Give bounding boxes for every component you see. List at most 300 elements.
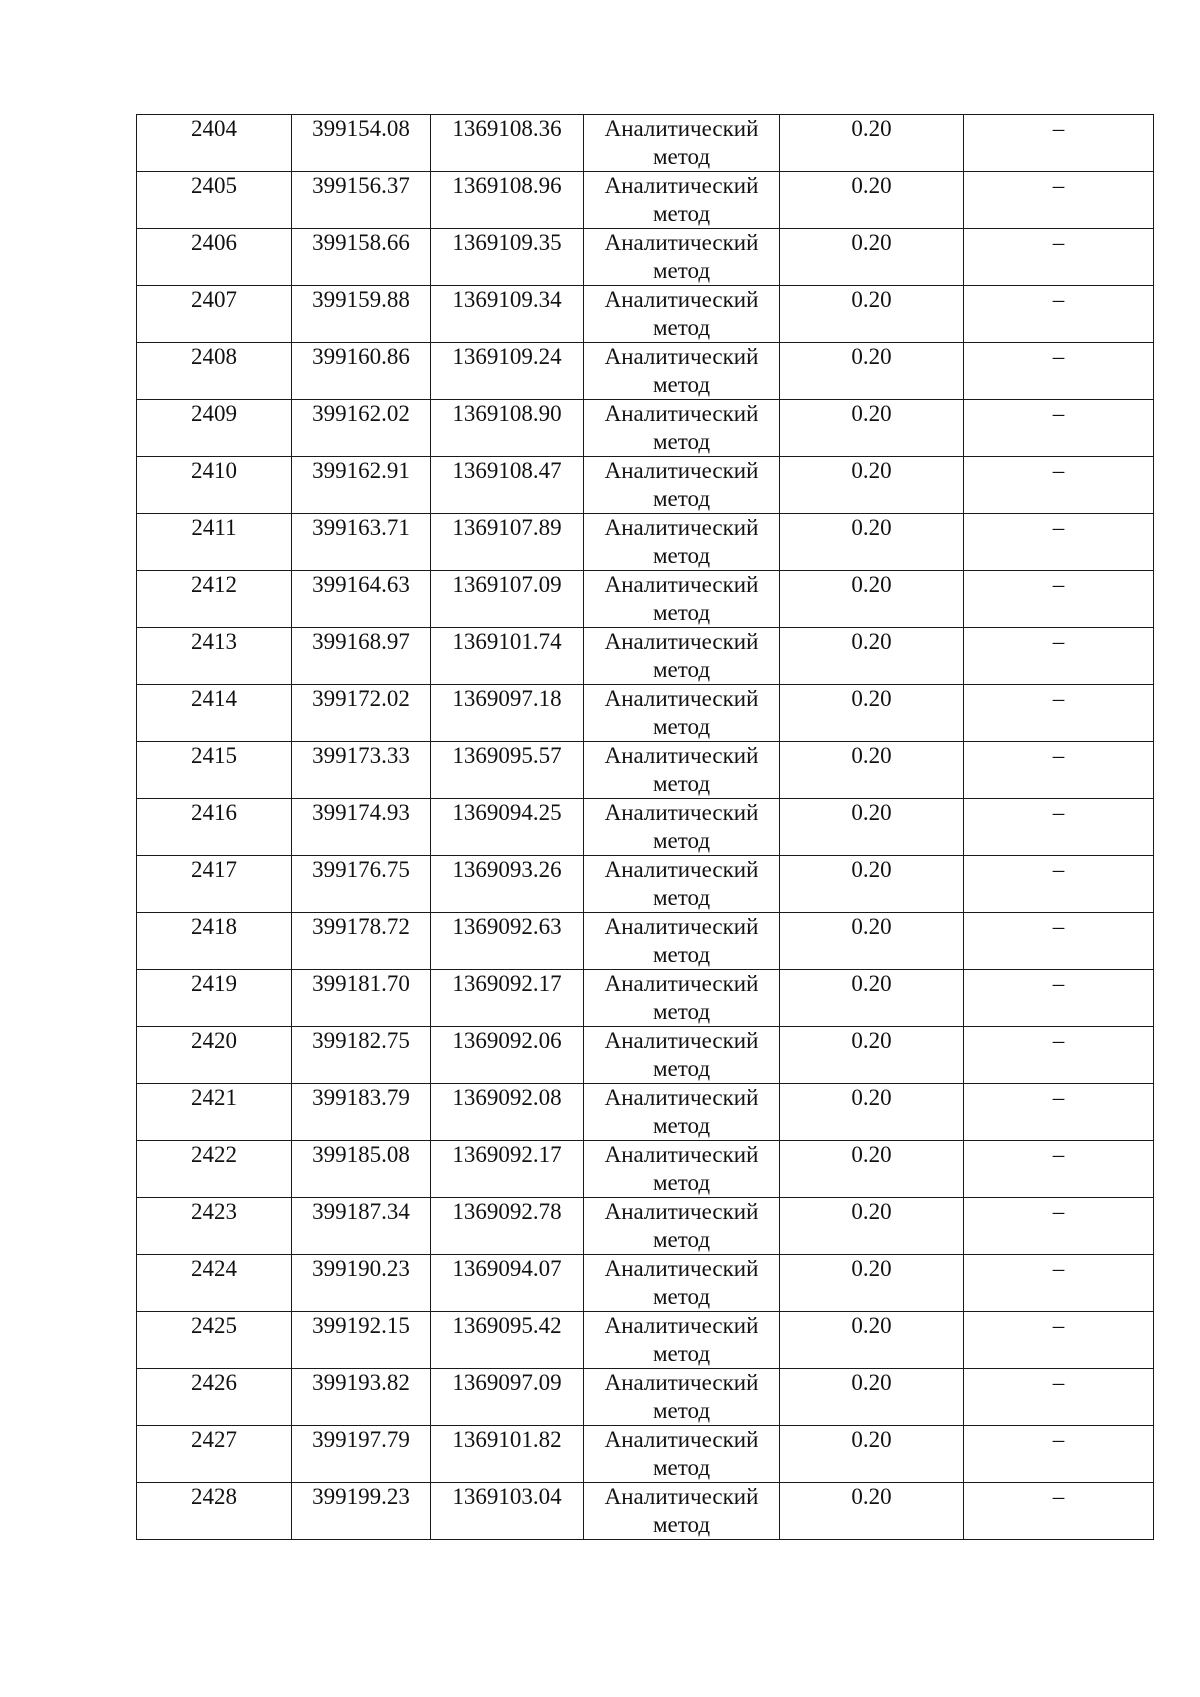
note-cell	[964, 457, 1154, 514]
method-line1-text: Аналитический	[604, 629, 759, 654]
point-number-cell-text: 2426	[191, 1370, 237, 1395]
method-line1-text: Аналитический	[604, 572, 759, 597]
x-coordinate-cell	[292, 1312, 431, 1369]
note-cell-text: –	[1052, 914, 1065, 939]
x-coordinate-cell	[292, 799, 431, 856]
table-row	[137, 1141, 1154, 1198]
y-coordinate-cell	[431, 1141, 584, 1198]
method-line1-text: Аналитический	[604, 1484, 759, 1509]
note-cell-text: –	[1052, 743, 1065, 768]
method-cell	[584, 115, 780, 172]
method-line2-text: метод	[652, 1341, 711, 1366]
note-cell-text: –	[1052, 1427, 1065, 1452]
method-line1-text: Аналитический	[604, 1256, 759, 1281]
accuracy-cell-text: 0.20	[851, 1313, 892, 1338]
y-coordinate-cell-text: 1369092.17	[452, 971, 562, 996]
y-coordinate-cell-text: 1369097.18	[452, 686, 562, 711]
note-cell-text: –	[1052, 230, 1065, 255]
x-coordinate-cell-text: 399162.02	[312, 401, 410, 426]
x-coordinate-cell-text: 399173.33	[312, 743, 410, 768]
x-coordinate-cell	[292, 1369, 431, 1426]
y-coordinate-cell	[431, 1027, 584, 1084]
table-row	[137, 400, 1154, 457]
note-cell-text: –	[1052, 401, 1065, 426]
accuracy-cell-text: 0.20	[851, 230, 892, 255]
y-coordinate-cell-text: 1369092.63	[452, 914, 562, 939]
point-number-cell-text: 2404	[191, 116, 237, 141]
note-cell-text: –	[1052, 287, 1065, 312]
y-coordinate-cell-text: 1369108.90	[452, 401, 562, 426]
method-line2-text: метод	[652, 999, 711, 1024]
x-coordinate-cell-text: 399199.23	[312, 1484, 410, 1509]
y-coordinate-cell	[431, 571, 584, 628]
method-cell	[584, 1084, 780, 1141]
table-row	[137, 1198, 1154, 1255]
note-cell-text: –	[1052, 686, 1065, 711]
method-line2-text: метод	[652, 201, 711, 226]
point-number-cell	[137, 343, 292, 400]
method-cell	[584, 229, 780, 286]
x-coordinate-cell	[292, 1141, 431, 1198]
method-line1-text: Аналитический	[604, 515, 759, 540]
note-cell	[964, 1312, 1154, 1369]
note-cell-text: –	[1052, 173, 1065, 198]
y-coordinate-cell-text: 1369108.36	[452, 116, 562, 141]
point-number-cell	[137, 514, 292, 571]
accuracy-cell-text: 0.20	[851, 1256, 892, 1281]
x-coordinate-cell	[292, 286, 431, 343]
accuracy-cell	[780, 1084, 964, 1141]
y-coordinate-cell-text: 1369107.09	[452, 572, 562, 597]
accuracy-cell	[780, 1312, 964, 1369]
note-cell-text: –	[1052, 515, 1065, 540]
accuracy-cell-text: 0.20	[851, 971, 892, 996]
table-row	[137, 571, 1154, 628]
accuracy-cell-text: 0.20	[851, 743, 892, 768]
point-number-cell-text: 2424	[191, 1256, 237, 1281]
accuracy-cell-text: 0.20	[851, 1427, 892, 1452]
x-coordinate-cell	[292, 742, 431, 799]
point-number-cell-text: 2428	[191, 1484, 237, 1509]
accuracy-cell	[780, 1255, 964, 1312]
note-cell	[964, 628, 1154, 685]
accuracy-cell	[780, 1198, 964, 1255]
note-cell-text: –	[1052, 1028, 1065, 1053]
y-coordinate-cell-text: 1369101.82	[452, 1427, 562, 1452]
method-line1-text: Аналитический	[604, 914, 759, 939]
x-coordinate-cell	[292, 628, 431, 685]
method-line1-text: Аналитический	[604, 116, 759, 141]
note-cell	[964, 400, 1154, 457]
y-coordinate-cell	[431, 343, 584, 400]
note-cell	[964, 913, 1154, 970]
method-line2-text: метод	[652, 372, 711, 397]
point-number-cell-text: 2414	[191, 686, 237, 711]
method-cell	[584, 628, 780, 685]
method-line2-text: метод	[652, 1512, 711, 1537]
method-line1-text: Аналитический	[604, 1313, 759, 1338]
note-cell	[964, 856, 1154, 913]
method-line2-text: метод	[652, 429, 711, 454]
note-cell-text: –	[1052, 1313, 1065, 1338]
point-number-cell	[137, 571, 292, 628]
y-coordinate-cell-text: 1369094.25	[452, 800, 562, 825]
note-cell	[964, 685, 1154, 742]
y-coordinate-cell-text: 1369109.34	[452, 287, 562, 312]
accuracy-cell-text: 0.20	[851, 458, 892, 483]
accuracy-cell	[780, 571, 964, 628]
accuracy-cell-text: 0.20	[851, 686, 892, 711]
y-coordinate-cell	[431, 1312, 584, 1369]
point-number-cell-text: 2415	[191, 743, 237, 768]
x-coordinate-cell-text: 399187.34	[312, 1199, 410, 1224]
note-cell	[964, 1084, 1154, 1141]
y-coordinate-cell	[431, 400, 584, 457]
method-cell	[584, 457, 780, 514]
accuracy-cell-text: 0.20	[851, 914, 892, 939]
x-coordinate-cell	[292, 172, 431, 229]
accuracy-cell	[780, 913, 964, 970]
note-cell	[964, 343, 1154, 400]
x-coordinate-cell	[292, 400, 431, 457]
x-coordinate-cell-text: 399163.71	[312, 515, 410, 540]
method-line1-text: Аналитический	[604, 458, 759, 483]
x-coordinate-cell-text: 399172.02	[312, 686, 410, 711]
point-number-cell	[137, 1084, 292, 1141]
method-cell	[584, 1483, 780, 1540]
method-cell	[584, 571, 780, 628]
method-cell	[584, 1027, 780, 1084]
point-number-cell-text: 2406	[191, 230, 237, 255]
table-row	[137, 457, 1154, 514]
x-coordinate-cell-text: 399158.66	[312, 230, 410, 255]
table-row	[137, 970, 1154, 1027]
x-coordinate-cell-text: 399174.93	[312, 800, 410, 825]
note-cell	[964, 1255, 1154, 1312]
accuracy-cell	[780, 514, 964, 571]
point-number-cell-text: 2419	[191, 971, 237, 996]
point-number-cell	[137, 1426, 292, 1483]
note-cell-text: –	[1052, 857, 1065, 882]
accuracy-cell-text: 0.20	[851, 401, 892, 426]
table-row	[137, 1483, 1154, 1540]
point-number-cell-text: 2408	[191, 344, 237, 369]
table-row	[137, 1084, 1154, 1141]
point-number-cell	[137, 856, 292, 913]
table-row	[137, 799, 1154, 856]
point-number-cell	[137, 628, 292, 685]
point-number-cell	[137, 1198, 292, 1255]
y-coordinate-cell-text: 1369092.17	[452, 1142, 562, 1167]
method-cell	[584, 400, 780, 457]
note-cell-text: –	[1052, 1370, 1065, 1395]
note-cell	[964, 514, 1154, 571]
method-cell	[584, 514, 780, 571]
accuracy-cell	[780, 457, 964, 514]
method-line1-text: Аналитический	[604, 401, 759, 426]
point-number-cell-text: 2417	[191, 857, 237, 882]
accuracy-cell	[780, 685, 964, 742]
note-cell-text: –	[1052, 458, 1065, 483]
y-coordinate-cell-text: 1369095.42	[452, 1313, 562, 1338]
x-coordinate-cell-text: 399154.08	[312, 116, 410, 141]
y-coordinate-cell	[431, 1084, 584, 1141]
method-line2-text: метод	[652, 1056, 711, 1081]
table-row	[137, 628, 1154, 685]
point-number-cell	[137, 1027, 292, 1084]
method-line1-text: Аналитический	[604, 1142, 759, 1167]
note-cell	[964, 1027, 1154, 1084]
accuracy-cell-text: 0.20	[851, 173, 892, 198]
note-cell-text: –	[1052, 971, 1065, 996]
method-line2-text: метод	[652, 1113, 711, 1138]
accuracy-cell-text: 0.20	[851, 1370, 892, 1395]
point-number-cell	[137, 286, 292, 343]
x-coordinate-cell	[292, 1426, 431, 1483]
y-coordinate-cell	[431, 1483, 584, 1540]
note-cell	[964, 799, 1154, 856]
table-row	[137, 856, 1154, 913]
note-cell-text: –	[1052, 572, 1065, 597]
method-line1-text: Аналитический	[604, 971, 759, 996]
y-coordinate-cell-text: 1369108.47	[452, 458, 562, 483]
point-number-cell-text: 2413	[191, 629, 237, 654]
point-number-cell-text: 2405	[191, 173, 237, 198]
method-line1-text: Аналитический	[604, 344, 759, 369]
point-number-cell	[137, 1312, 292, 1369]
x-coordinate-cell-text: 399182.75	[312, 1028, 410, 1053]
accuracy-cell	[780, 1426, 964, 1483]
point-number-cell-text: 2427	[191, 1427, 237, 1452]
method-cell	[584, 1426, 780, 1483]
note-cell	[964, 970, 1154, 1027]
note-cell	[964, 286, 1154, 343]
x-coordinate-cell	[292, 343, 431, 400]
table-row	[137, 115, 1154, 172]
note-cell-text: –	[1052, 1199, 1065, 1224]
method-cell	[584, 1141, 780, 1198]
method-line2-text: метод	[652, 1284, 711, 1309]
accuracy-cell-text: 0.20	[851, 1142, 892, 1167]
point-number-cell	[137, 115, 292, 172]
table-row	[137, 343, 1154, 400]
method-cell	[584, 172, 780, 229]
note-cell-text: –	[1052, 1142, 1065, 1167]
accuracy-cell	[780, 799, 964, 856]
method-cell	[584, 970, 780, 1027]
x-coordinate-cell-text: 399185.08	[312, 1142, 410, 1167]
x-coordinate-cell	[292, 514, 431, 571]
y-coordinate-cell-text: 1369109.24	[452, 344, 562, 369]
method-line1-text: Аналитический	[604, 173, 759, 198]
x-coordinate-cell-text: 399168.97	[312, 629, 410, 654]
note-cell-text: –	[1052, 1085, 1065, 1110]
accuracy-cell	[780, 1369, 964, 1426]
accuracy-cell	[780, 970, 964, 1027]
x-coordinate-cell	[292, 1198, 431, 1255]
note-cell-text: –	[1052, 116, 1065, 141]
accuracy-cell-text: 0.20	[851, 800, 892, 825]
y-coordinate-cell	[431, 742, 584, 799]
point-number-cell-text: 2421	[191, 1085, 237, 1110]
method-line2-text: метод	[652, 771, 711, 796]
y-coordinate-cell	[431, 286, 584, 343]
method-line2-text: метод	[652, 315, 711, 340]
point-number-cell	[137, 1255, 292, 1312]
x-coordinate-cell	[292, 457, 431, 514]
method-line1-text: Аналитический	[604, 686, 759, 711]
y-coordinate-cell	[431, 514, 584, 571]
accuracy-cell-text: 0.20	[851, 116, 892, 141]
accuracy-cell	[780, 172, 964, 229]
method-line1-text: Аналитический	[604, 1199, 759, 1224]
x-coordinate-cell	[292, 1027, 431, 1084]
method-line2-text: метод	[652, 258, 711, 283]
x-coordinate-cell-text: 399192.15	[312, 1313, 410, 1338]
table-row	[137, 742, 1154, 799]
y-coordinate-cell	[431, 1369, 584, 1426]
accuracy-cell	[780, 229, 964, 286]
y-coordinate-cell-text: 1369095.57	[452, 743, 562, 768]
accuracy-cell-text: 0.20	[851, 515, 892, 540]
x-coordinate-cell	[292, 913, 431, 970]
point-number-cell	[137, 913, 292, 970]
note-cell	[964, 1198, 1154, 1255]
point-number-cell	[137, 685, 292, 742]
method-line1-text: Аналитический	[604, 287, 759, 312]
note-cell	[964, 229, 1154, 286]
accuracy-cell-text: 0.20	[851, 1028, 892, 1053]
method-line1-text: Аналитический	[604, 1427, 759, 1452]
note-cell-text: –	[1052, 1484, 1065, 1509]
y-coordinate-cell	[431, 799, 584, 856]
point-number-cell	[137, 400, 292, 457]
method-line1-text: Аналитический	[604, 800, 759, 825]
x-coordinate-cell-text: 399164.63	[312, 572, 410, 597]
point-number-cell-text: 2423	[191, 1199, 237, 1224]
note-cell	[964, 1483, 1154, 1540]
table-row	[137, 685, 1154, 742]
method-line1-text: Аналитический	[604, 1085, 759, 1110]
method-line2-text: метод	[652, 144, 711, 169]
x-coordinate-cell-text: 399197.79	[312, 1427, 410, 1452]
y-coordinate-cell-text: 1369101.74	[452, 629, 562, 654]
y-coordinate-cell	[431, 1255, 584, 1312]
coordinates-table-body	[137, 115, 1154, 1540]
point-number-cell	[137, 172, 292, 229]
method-cell	[584, 856, 780, 913]
method-line2-text: метод	[652, 942, 711, 967]
point-number-cell	[137, 799, 292, 856]
point-number-cell	[137, 1483, 292, 1540]
accuracy-cell	[780, 742, 964, 799]
x-coordinate-cell-text: 399183.79	[312, 1085, 410, 1110]
x-coordinate-cell	[292, 856, 431, 913]
y-coordinate-cell-text: 1369092.06	[452, 1028, 562, 1053]
method-cell	[584, 799, 780, 856]
note-cell-text: –	[1052, 629, 1065, 654]
table-row	[137, 514, 1154, 571]
y-coordinate-cell-text: 1369094.07	[452, 1256, 562, 1281]
accuracy-cell-text: 0.20	[851, 1085, 892, 1110]
y-coordinate-cell	[431, 457, 584, 514]
accuracy-cell-text: 0.20	[851, 287, 892, 312]
method-line2-text: метод	[652, 1398, 711, 1423]
point-number-cell	[137, 742, 292, 799]
method-line2-text: метод	[652, 486, 711, 511]
method-line1-text: Аналитический	[604, 1028, 759, 1053]
table-row	[137, 172, 1154, 229]
method-cell	[584, 343, 780, 400]
y-coordinate-cell-text: 1369092.08	[452, 1085, 562, 1110]
x-coordinate-cell	[292, 1483, 431, 1540]
y-coordinate-cell-text: 1369109.35	[452, 230, 562, 255]
accuracy-cell	[780, 856, 964, 913]
accuracy-cell	[780, 400, 964, 457]
x-coordinate-cell-text: 399160.86	[312, 344, 410, 369]
method-line2-text: метод	[652, 600, 711, 625]
point-number-cell	[137, 970, 292, 1027]
method-line2-text: метод	[652, 714, 711, 739]
point-number-cell	[137, 229, 292, 286]
y-coordinate-cell-text: 1369103.04	[452, 1484, 562, 1509]
point-number-cell	[137, 1369, 292, 1426]
point-number-cell-text: 2412	[191, 572, 237, 597]
x-coordinate-cell-text: 399176.75	[312, 857, 410, 882]
point-number-cell	[137, 457, 292, 514]
y-coordinate-cell-text: 1369097.09	[452, 1370, 562, 1395]
y-coordinate-cell-text: 1369108.96	[452, 173, 562, 198]
y-coordinate-cell	[431, 229, 584, 286]
x-coordinate-cell-text: 399190.23	[312, 1256, 410, 1281]
table-row	[137, 913, 1154, 970]
note-cell-text: –	[1052, 344, 1065, 369]
y-coordinate-cell	[431, 856, 584, 913]
method-line2-text: метод	[652, 885, 711, 910]
x-coordinate-cell-text: 399162.91	[312, 458, 410, 483]
accuracy-cell	[780, 343, 964, 400]
x-coordinate-cell-text: 399178.72	[312, 914, 410, 939]
accuracy-cell-text: 0.20	[851, 1484, 892, 1509]
method-cell	[584, 913, 780, 970]
accuracy-cell	[780, 286, 964, 343]
method-line1-text: Аналитический	[604, 1370, 759, 1395]
table-row	[137, 1027, 1154, 1084]
accuracy-cell-text: 0.20	[851, 1199, 892, 1224]
point-number-cell-text: 2420	[191, 1028, 237, 1053]
point-number-cell-text: 2422	[191, 1142, 237, 1167]
y-coordinate-cell-text: 1369092.78	[452, 1199, 562, 1224]
note-cell	[964, 172, 1154, 229]
point-number-cell	[137, 1141, 292, 1198]
method-cell	[584, 286, 780, 343]
table-row	[137, 1369, 1154, 1426]
accuracy-cell-text: 0.20	[851, 572, 892, 597]
method-line2-text: метод	[652, 828, 711, 853]
note-cell	[964, 115, 1154, 172]
note-cell	[964, 1369, 1154, 1426]
y-coordinate-cell	[431, 685, 584, 742]
method-cell	[584, 1255, 780, 1312]
point-number-cell-text: 2407	[191, 287, 237, 312]
y-coordinate-cell	[431, 172, 584, 229]
y-coordinate-cell	[431, 1198, 584, 1255]
coordinates-table	[136, 114, 1154, 1540]
accuracy-cell	[780, 115, 964, 172]
method-cell	[584, 1198, 780, 1255]
accuracy-cell	[780, 1027, 964, 1084]
note-cell-text: –	[1052, 800, 1065, 825]
